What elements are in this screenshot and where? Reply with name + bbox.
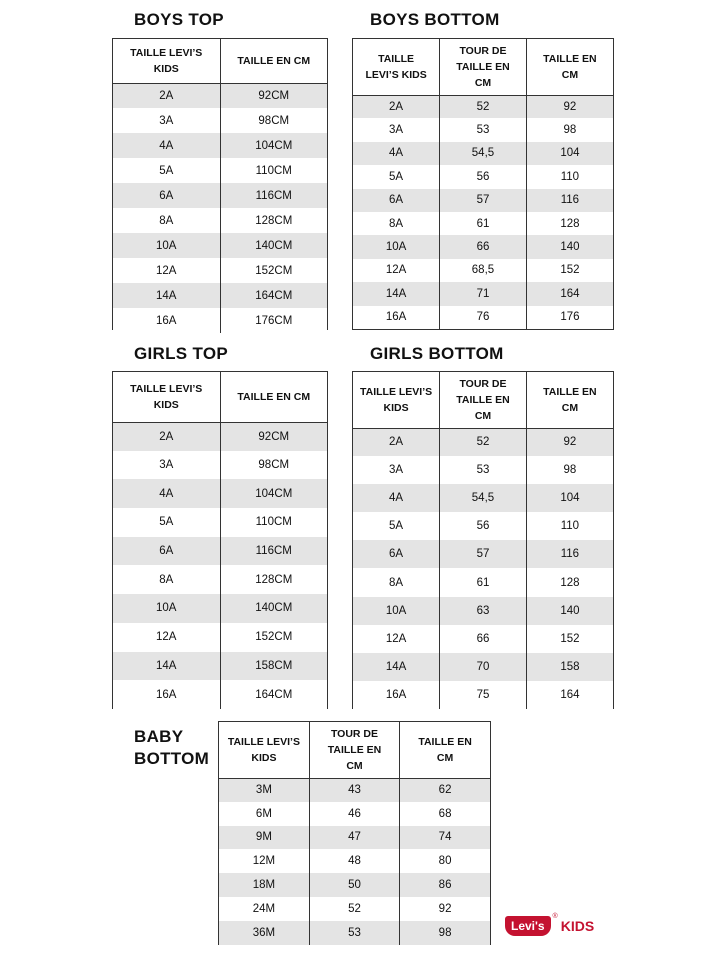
table-row bbox=[353, 653, 613, 681]
table-cell: 92CM bbox=[220, 422, 327, 451]
column-header: TAILLE LEVI’S KIDS bbox=[353, 39, 440, 95]
table-row bbox=[113, 565, 327, 594]
table-cell: 8A bbox=[353, 568, 440, 596]
table-cell: 70 bbox=[440, 653, 527, 681]
table-cell: 47 bbox=[309, 826, 399, 850]
column-header: TOUR DE TAILLE EN CM bbox=[440, 372, 527, 428]
table-cell: 92 bbox=[526, 428, 613, 456]
table-cell: 56 bbox=[440, 512, 527, 540]
table-cell: 62 bbox=[400, 778, 490, 802]
table-cell: 6A bbox=[113, 537, 220, 566]
table-row bbox=[353, 95, 613, 118]
table-row bbox=[219, 826, 490, 850]
baby-bottom-grid bbox=[219, 722, 490, 945]
column-header: TAILLE LEVI’S KIDS bbox=[113, 39, 220, 83]
column-header: TAILLE EN CM bbox=[220, 372, 327, 422]
table-cell: 98 bbox=[400, 921, 490, 945]
table-cell: 92 bbox=[526, 95, 613, 118]
table-row bbox=[113, 652, 327, 681]
table-row bbox=[113, 451, 327, 480]
table-cell: 5A bbox=[113, 158, 220, 183]
table-cell: 140 bbox=[526, 597, 613, 625]
table-cell: 116 bbox=[526, 540, 613, 568]
table-row bbox=[219, 873, 490, 897]
table-cell: 98CM bbox=[220, 108, 327, 133]
table-cell: 6A bbox=[353, 540, 440, 568]
table-cell: 75 bbox=[440, 681, 527, 709]
table-cell: 3A bbox=[113, 108, 220, 133]
table-cell: 164CM bbox=[220, 283, 327, 308]
header-row bbox=[353, 39, 613, 95]
column-header: TAILLE EN CM bbox=[526, 39, 613, 95]
table-cell: 116CM bbox=[220, 537, 327, 566]
table-cell: 10A bbox=[113, 233, 220, 258]
table-cell: 56 bbox=[440, 165, 527, 188]
table-row bbox=[353, 456, 613, 484]
table-cell: 104 bbox=[526, 142, 613, 165]
table-row bbox=[353, 568, 613, 596]
table-cell: 176CM bbox=[220, 308, 327, 333]
table-cell: 10A bbox=[353, 235, 440, 258]
table-row bbox=[219, 849, 490, 873]
table-cell: 98CM bbox=[220, 451, 327, 480]
table-row bbox=[219, 802, 490, 826]
table-row bbox=[113, 680, 327, 709]
table-cell: 158CM bbox=[220, 652, 327, 681]
table-cell: 4A bbox=[353, 484, 440, 512]
table-cell: 8A bbox=[113, 208, 220, 233]
girls-bottom-table bbox=[352, 371, 614, 709]
table-cell: 104 bbox=[526, 484, 613, 512]
table-cell: 164 bbox=[526, 681, 613, 709]
table-cell: 8A bbox=[353, 212, 440, 235]
table-row bbox=[219, 897, 490, 921]
table-cell: 14A bbox=[353, 282, 440, 305]
table-row bbox=[113, 479, 327, 508]
table-cell: 110CM bbox=[220, 508, 327, 537]
table-row bbox=[113, 508, 327, 537]
table-cell: 128 bbox=[526, 568, 613, 596]
table-cell: 16A bbox=[113, 680, 220, 709]
table-cell: 110 bbox=[526, 165, 613, 188]
boys-top-grid bbox=[113, 39, 327, 333]
table-cell: 52 bbox=[309, 897, 399, 921]
header-row bbox=[113, 372, 327, 422]
girls-top-title: GIRLS TOP bbox=[134, 344, 229, 363]
table-row bbox=[113, 183, 327, 208]
table-cell: 53 bbox=[309, 921, 399, 945]
table-cell: 10A bbox=[113, 594, 220, 623]
table-cell: 12A bbox=[113, 623, 220, 652]
table-row bbox=[353, 540, 613, 568]
table-cell: 140CM bbox=[220, 594, 327, 623]
table-row bbox=[353, 306, 613, 329]
boys-bottom-title: BOYS BOTTOM bbox=[370, 10, 500, 29]
table-cell: 110 bbox=[526, 512, 613, 540]
column-header: TAILLE EN CM bbox=[220, 39, 327, 83]
table-cell: 10A bbox=[353, 597, 440, 625]
girls-top-table bbox=[112, 371, 328, 709]
table-cell: 57 bbox=[440, 540, 527, 568]
table-cell: 54,5 bbox=[440, 484, 527, 512]
table-row bbox=[113, 623, 327, 652]
table-cell: 12A bbox=[353, 259, 440, 282]
table-cell: 5A bbox=[113, 508, 220, 537]
table-row bbox=[353, 428, 613, 456]
table-row bbox=[113, 233, 327, 258]
table-cell: 9M bbox=[219, 826, 309, 850]
table-cell: 2A bbox=[113, 83, 220, 108]
table-row bbox=[353, 142, 613, 165]
table-row bbox=[353, 189, 613, 212]
table-row bbox=[113, 83, 327, 108]
table-cell: 36M bbox=[219, 921, 309, 945]
table-cell: 6M bbox=[219, 802, 309, 826]
girls-top-grid bbox=[113, 372, 327, 709]
header-row bbox=[113, 39, 327, 83]
boys-top-title: BOYS TOP bbox=[134, 10, 224, 29]
boys-bottom-table bbox=[352, 38, 614, 330]
boys-top-table bbox=[112, 38, 328, 330]
table-cell: 128CM bbox=[220, 565, 327, 594]
table-cell: 92CM bbox=[220, 83, 327, 108]
table-cell: 152 bbox=[526, 259, 613, 282]
table-cell: 176 bbox=[526, 306, 613, 329]
table-cell: 4A bbox=[353, 142, 440, 165]
table-cell: 4A bbox=[113, 133, 220, 158]
table-cell: 66 bbox=[440, 235, 527, 258]
girls-bottom-title: GIRLS BOTTOM bbox=[370, 344, 504, 363]
table-row bbox=[113, 537, 327, 566]
column-header: TAILLE LEVI’S KIDS bbox=[219, 722, 309, 778]
table-row bbox=[353, 597, 613, 625]
table-row bbox=[113, 133, 327, 158]
table-row bbox=[353, 118, 613, 141]
column-header: TAILLE EN CM bbox=[400, 722, 490, 778]
table-cell: 8A bbox=[113, 565, 220, 594]
table-cell: 128 bbox=[526, 212, 613, 235]
table-cell: 98 bbox=[526, 456, 613, 484]
table-cell: 110CM bbox=[220, 158, 327, 183]
table-cell: 140CM bbox=[220, 233, 327, 258]
table-cell: 14A bbox=[353, 653, 440, 681]
table-cell: 164CM bbox=[220, 680, 327, 709]
table-cell: 16A bbox=[353, 306, 440, 329]
registered-mark: ® bbox=[552, 913, 558, 920]
table-cell: 104CM bbox=[220, 479, 327, 508]
levis-logo-badge: Levi's bbox=[505, 916, 551, 936]
column-header: TOUR DE TAILLE EN CM bbox=[309, 722, 399, 778]
table-cell: 2A bbox=[353, 95, 440, 118]
table-row bbox=[353, 259, 613, 282]
table-cell: 63 bbox=[440, 597, 527, 625]
table-row bbox=[113, 208, 327, 233]
table-cell: 14A bbox=[113, 652, 220, 681]
table-cell: 12M bbox=[219, 849, 309, 873]
table-cell: 54,5 bbox=[440, 142, 527, 165]
table-cell: 16A bbox=[113, 308, 220, 333]
table-cell: 68,5 bbox=[440, 259, 527, 282]
table-cell: 50 bbox=[309, 873, 399, 897]
table-cell: 158 bbox=[526, 653, 613, 681]
table-cell: 57 bbox=[440, 189, 527, 212]
table-cell: 14A bbox=[113, 283, 220, 308]
table-cell: 66 bbox=[440, 625, 527, 653]
table-row bbox=[113, 422, 327, 451]
kids-logo-text: KIDS bbox=[560, 918, 595, 934]
table-cell: 3A bbox=[353, 456, 440, 484]
table-row bbox=[219, 921, 490, 945]
table-row bbox=[353, 625, 613, 653]
table-row bbox=[113, 158, 327, 183]
table-cell: 116CM bbox=[220, 183, 327, 208]
table-cell: 80 bbox=[400, 849, 490, 873]
table-cell: 3M bbox=[219, 778, 309, 802]
table-cell: 164 bbox=[526, 282, 613, 305]
column-header: TAILLE LEVI’S KIDS bbox=[353, 372, 440, 428]
table-row bbox=[113, 283, 327, 308]
table-row bbox=[113, 308, 327, 333]
baby-bottom-title: BABY BOTTOM bbox=[134, 727, 210, 768]
table-row bbox=[113, 108, 327, 133]
table-cell: 92 bbox=[400, 897, 490, 921]
table-cell: 76 bbox=[440, 306, 527, 329]
table-cell: 5A bbox=[353, 165, 440, 188]
table-row bbox=[353, 681, 613, 709]
table-row bbox=[219, 778, 490, 802]
baby-bottom-table bbox=[218, 721, 491, 945]
table-cell: 61 bbox=[440, 212, 527, 235]
header-row bbox=[219, 722, 490, 778]
table-cell: 152CM bbox=[220, 258, 327, 283]
table-cell: 24M bbox=[219, 897, 309, 921]
table-cell: 68 bbox=[400, 802, 490, 826]
table-cell: 53 bbox=[440, 118, 527, 141]
table-cell: 3A bbox=[353, 118, 440, 141]
table-cell: 5A bbox=[353, 512, 440, 540]
column-header: TAILLE LEVI’S KIDS bbox=[113, 372, 220, 422]
table-cell: 6A bbox=[353, 189, 440, 212]
table-row bbox=[353, 235, 613, 258]
table-cell: 4A bbox=[113, 479, 220, 508]
table-cell: 12A bbox=[113, 258, 220, 283]
table-cell: 18M bbox=[219, 873, 309, 897]
table-cell: 46 bbox=[309, 802, 399, 826]
table-cell: 98 bbox=[526, 118, 613, 141]
table-cell: 86 bbox=[400, 873, 490, 897]
table-cell: 2A bbox=[353, 428, 440, 456]
column-header: TAILLE EN CM bbox=[526, 372, 613, 428]
table-cell: 2A bbox=[113, 422, 220, 451]
table-cell: 3A bbox=[113, 451, 220, 480]
header-row bbox=[353, 372, 613, 428]
table-cell: 52 bbox=[440, 428, 527, 456]
table-row bbox=[113, 258, 327, 283]
table-row bbox=[353, 282, 613, 305]
table-row bbox=[353, 165, 613, 188]
table-cell: 53 bbox=[440, 456, 527, 484]
table-cell: 116 bbox=[526, 189, 613, 212]
table-cell: 6A bbox=[113, 183, 220, 208]
table-cell: 140 bbox=[526, 235, 613, 258]
boys-bottom-grid bbox=[353, 39, 613, 329]
table-row bbox=[113, 594, 327, 623]
levis-kids-logo bbox=[505, 913, 594, 939]
table-row bbox=[353, 484, 613, 512]
table-cell: 71 bbox=[440, 282, 527, 305]
table-cell: 152 bbox=[526, 625, 613, 653]
table-cell: 43 bbox=[309, 778, 399, 802]
girls-bottom-grid bbox=[353, 372, 613, 709]
table-row bbox=[353, 212, 613, 235]
table-cell: 152CM bbox=[220, 623, 327, 652]
table-cell: 104CM bbox=[220, 133, 327, 158]
column-header: TOUR DE TAILLE EN CM bbox=[440, 39, 527, 95]
table-cell: 12A bbox=[353, 625, 440, 653]
table-row bbox=[353, 512, 613, 540]
table-cell: 52 bbox=[440, 95, 527, 118]
table-cell: 16A bbox=[353, 681, 440, 709]
table-cell: 61 bbox=[440, 568, 527, 596]
table-cell: 74 bbox=[400, 826, 490, 850]
table-cell: 48 bbox=[309, 849, 399, 873]
table-cell: 128CM bbox=[220, 208, 327, 233]
